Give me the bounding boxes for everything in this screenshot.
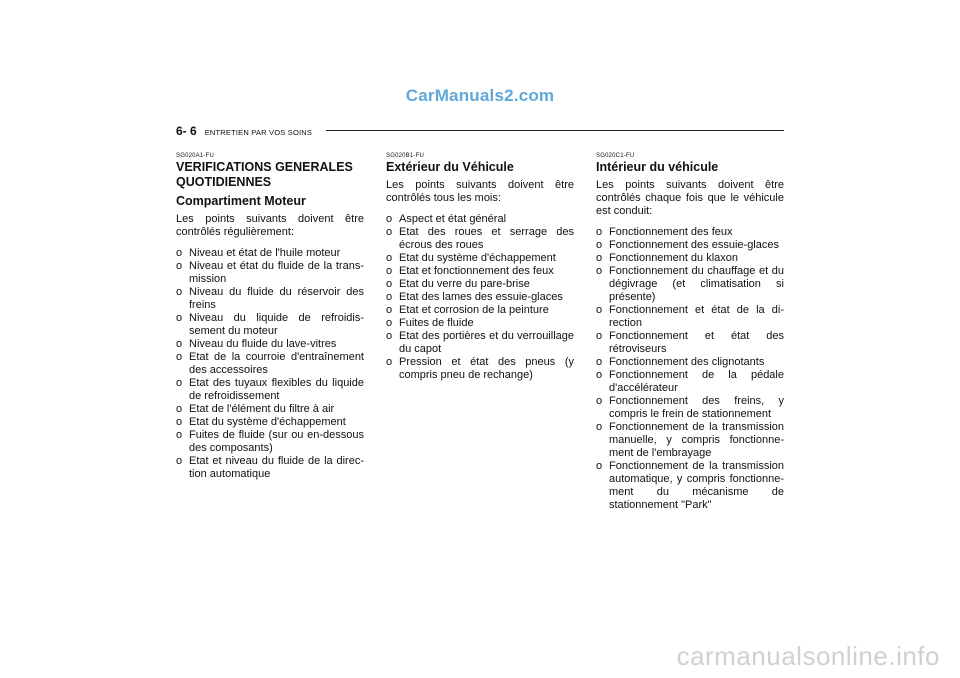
list-item: o Etat des lames des essuie-glaces: [386, 291, 574, 304]
list-item: o Fonctionnement du klaxon: [596, 252, 784, 265]
list-item: o Etat du verre du pare-brise: [386, 278, 574, 291]
list-item: o Niveau du fluide du réservoir des freins: [176, 286, 364, 312]
checklist: [386, 213, 574, 382]
list-item: o Fonctionnement de la pédale d'accélérateur: [596, 369, 784, 395]
watermark-footer: carmanualsonline.info: [676, 641, 940, 671]
list-item: o Etat et corrosion de la peinture: [386, 304, 574, 317]
list-item: o Niveau et état de l'huile moteur: [176, 247, 364, 260]
list-item: o Etat et fonctionnement des feux: [386, 265, 574, 278]
section-code: SG020B1-FU: [386, 153, 425, 159]
list-item: o Etat de la courroie d'entraînement des accessoires: [176, 351, 364, 377]
list-item: o Fonctionnement et état de la di- rection: [596, 304, 784, 330]
section-intro: Les points suivants doivent être contrôlés chaque fois que le véhicule est conduit:: [596, 179, 784, 217]
list-item: o Etat du système d'échappement: [386, 252, 574, 265]
list-item: o Fonctionnement des freins, y compris le frein de stationnement: [596, 395, 784, 421]
list-item: o Etat des portières et du verrouillage du capot: [386, 330, 574, 356]
column-vehicle-exterior: [386, 153, 574, 382]
section-heading: Extérieur du Véhicule: [386, 160, 514, 174]
list-item: o Fonctionnement du chauffage et du dégivrage (et climatisation si présente): [596, 265, 784, 304]
list-item: o Fuites de fluide: [386, 317, 574, 330]
list-item: o Fonctionnement de la transmission manuelle, y compris fonctionne- ment de l'embrayage: [596, 421, 784, 460]
list-item: o Fonctionnement des clignotants: [596, 356, 784, 369]
section-heading: Intérieur du véhicule: [596, 160, 719, 174]
list-item: o Pression et état des pneus (y compris pneu de rechange): [386, 356, 574, 382]
list-item: o Niveau du fluide du lave-vitres: [176, 338, 364, 351]
section-subheading: Compartiment Moteur: [176, 194, 306, 208]
list-item: o Etat des tuyaux flexibles du liquide de refroidissement: [176, 377, 364, 403]
list-item: o Aspect et état général: [386, 213, 574, 226]
list-item: o Fonctionnement et état des rétroviseurs: [596, 330, 784, 356]
page-number: 6- 6: [176, 124, 197, 138]
list-item: o Niveau et état du fluide de la trans- mission: [176, 260, 364, 286]
section-title: ENTRETIEN PAR VOS SOINS: [204, 128, 313, 137]
section-intro: Les points suivants doivent être contrôlés régulièrement:: [176, 213, 364, 238]
list-item: o Fuites de fluide (sur ou en-dessous des composants): [176, 429, 364, 455]
list-item: o Etat et niveau du fluide de la direc- tion automatique: [176, 455, 364, 481]
checklist: [596, 226, 784, 512]
section-heading: VERIFICATIONS GENERALES QUOTIDIENNES: [176, 160, 353, 189]
page-header: [176, 124, 312, 138]
list-item: o Etat de l'élément du filtre à air: [176, 403, 364, 416]
list-item: o Niveau du liquide de refroidis- sement du moteur: [176, 312, 364, 338]
column-engine-compartment: [176, 153, 364, 481]
list-item: o Fonctionnement des feux: [596, 226, 784, 239]
header-divider: [326, 130, 784, 131]
list-item: o Etat des roues et serrage des écrous des roues: [386, 226, 574, 252]
section-intro: Les points suivants doivent être contrôlés tous les mois:: [386, 179, 574, 204]
section-code: SG020C1-FU: [596, 153, 635, 159]
watermark-logo-top[interactable]: CarManuals2.com: [405, 86, 555, 105]
column-vehicle-interior: [596, 153, 784, 512]
list-item: o Fonctionnement de la transmission automatique, y compris fonctionne- ment du mécanisme de stationnement "Park": [596, 460, 784, 512]
list-item: o Fonctionnement des essuie-glaces: [596, 239, 784, 252]
list-item: o Etat du système d'échappement: [176, 416, 364, 429]
section-code: SG020A1-FU: [176, 153, 215, 159]
checklist: [176, 247, 364, 481]
